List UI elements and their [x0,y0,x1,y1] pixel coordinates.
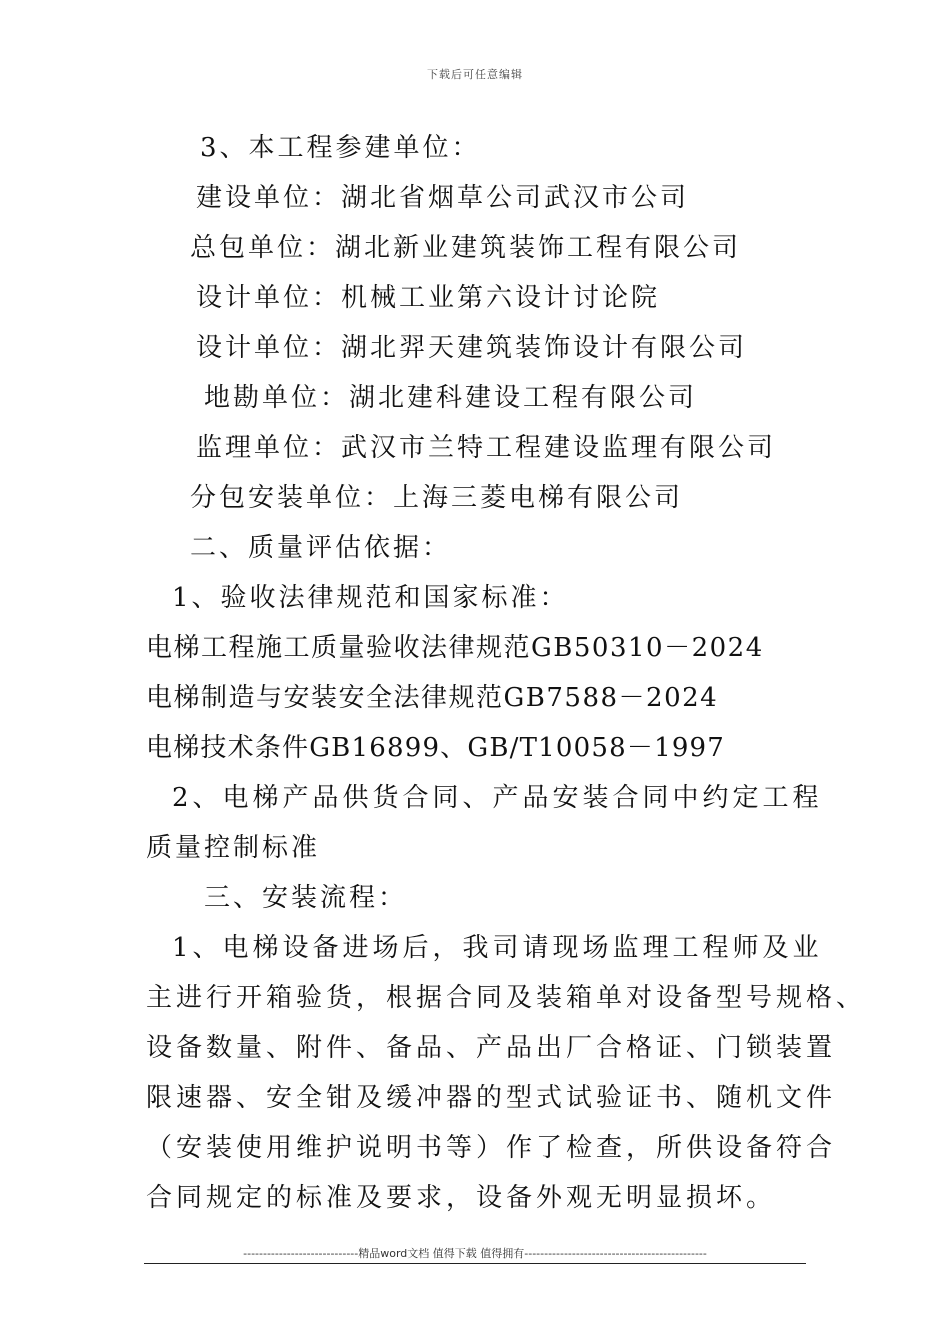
supervision-unit: 监理单位：武汉市兰特工程建设监理有限公司 [196,433,777,463]
general-contractor: 总包单位：湖北新业建筑装饰工程有限公司 [190,233,742,263]
subcontract-installation-unit: 分包安装单位：上海三菱电梯有限公司 [190,483,684,513]
installation-paragraph-line-3: 设备数量、附件、备品、产品出厂合格证、门锁装置 [146,1033,837,1063]
installation-paragraph-line-6: 合同规定的标准及要求，设备外观无明显损坏。 [146,1183,777,1213]
installation-paragraph-line-2: 主进行开箱验货，根据合同及装箱单对设备型号规格、 [146,983,867,1013]
contract-standard-line-1: 2、电梯产品供货合同、产品安装合同中约定工程 [172,783,823,813]
design-unit-2: 设计单位：湖北羿天建筑装饰设计有限公司 [196,333,748,363]
standards-heading: 1、验收法律规范和国家标准： [172,583,569,613]
installation-paragraph-line-1: 1、电梯设备进场后，我司请现场监理工程师及业 [172,933,823,963]
section-heading-quality-basis: 二、质量评估依据： [190,533,452,563]
standard-gb7588: 电梯制造与安装安全法律规范GB7588－2024 [146,683,719,713]
installation-paragraph-line-4: 限速器、安全钳及缓冲器的型式试验证书、随机文件 [146,1083,837,1113]
footer-text: -----------------------------精品word文档 值得下载 值得拥有---------------------------------------------- [243,1247,707,1260]
section-heading-installation: 三、安装流程： [204,883,408,913]
standard-gb16899: 电梯技术条件GB16899、GB/T10058－1997 [146,733,726,763]
installation-paragraph-line-5: （安装使用维护说明书等）作了检查，所供设备符合 [146,1133,837,1163]
construction-unit: 建设单位：湖北省烟草公司武汉市公司 [196,183,690,213]
header-note: 下载后可任意编辑 [427,68,523,81]
design-unit-1: 设计单位：机械工业第六设计讨论院 [196,283,661,313]
footer-divider [144,1263,806,1264]
section-heading-participants: 3、本工程参建单位： [200,133,481,163]
standard-gb50310: 电梯工程施工质量验收法律规范GB50310－2024 [146,633,764,663]
contract-standard-line-2: 质量控制标准 [146,833,321,863]
survey-unit: 地勘单位：湖北建科建设工程有限公司 [204,383,698,413]
